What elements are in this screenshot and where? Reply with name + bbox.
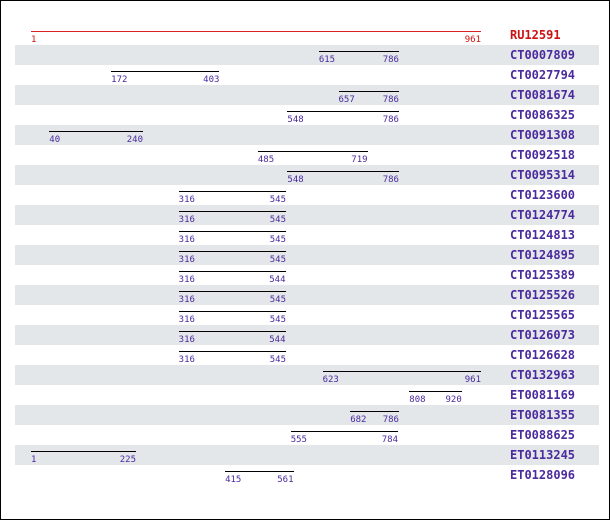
alignment-id[interactable]: CT0091308	[510, 128, 576, 142]
alignment-row	[15, 405, 599, 425]
alignment-row	[15, 365, 599, 385]
alignment-row	[15, 85, 599, 105]
alignment-bar	[179, 251, 286, 252]
alignment-bar	[291, 431, 398, 432]
alignment-bar	[111, 71, 219, 72]
alignment-start: 316	[178, 235, 195, 245]
alignment-end: 225	[119, 455, 136, 465]
alignment-end: 961	[464, 375, 481, 385]
alignment-row	[15, 305, 599, 325]
alignment-row	[15, 225, 599, 245]
alignment-start: 316	[178, 315, 195, 325]
alignment-bar	[323, 371, 481, 372]
alignment-id[interactable]: CT0124813	[510, 228, 576, 242]
alignment-id[interactable]: CT0132963	[510, 368, 576, 382]
alignment-start: 657	[338, 95, 355, 105]
alignment-row	[15, 465, 599, 485]
alignment-end: 719	[351, 155, 368, 165]
alignment-start: 682	[350, 415, 367, 425]
alignment-id[interactable]: CT0124774	[510, 208, 576, 222]
alignment-bar	[179, 291, 286, 292]
alignment-end: 786	[382, 55, 399, 65]
alignment-id[interactable]: CT0126073	[510, 328, 576, 342]
alignment-id[interactable]: ET0081169	[510, 388, 576, 402]
reference-id[interactable]: RU12591	[510, 28, 561, 42]
alignment-id[interactable]: CT0086325	[510, 108, 576, 122]
alignment-id[interactable]: CT0081674	[510, 88, 576, 102]
alignment-bar	[31, 451, 136, 452]
alignment-row	[15, 445, 599, 465]
alignment-id[interactable]: CT0124895	[510, 248, 576, 262]
alignment-row	[15, 265, 599, 285]
alignment-id[interactable]: ET0088625	[510, 428, 576, 442]
alignment-start: 415	[225, 475, 242, 485]
alignment-start: 316	[178, 355, 195, 365]
alignment-id[interactable]: CT0125526	[510, 288, 576, 302]
alignment-start: 172	[111, 75, 128, 85]
alignment-start: 316	[178, 275, 195, 285]
alignment-start: 485	[257, 155, 275, 165]
alignment-start: 316	[178, 195, 195, 205]
alignment-end: 544	[269, 335, 286, 345]
reference-end: 961	[464, 35, 481, 45]
alignment-start: 1	[31, 455, 37, 465]
alignment-id[interactable]: CT0126628	[510, 348, 576, 362]
alignment-bar	[179, 351, 286, 352]
alignment-end: 786	[382, 175, 399, 185]
reference-row	[15, 25, 599, 45]
alignment-bar	[179, 191, 286, 192]
alignment-end: 544	[269, 275, 286, 285]
alignment-bar	[409, 391, 462, 392]
alignment-start: 548	[287, 115, 304, 125]
alignment-bar	[339, 91, 399, 92]
alignment-row	[15, 205, 599, 225]
alignment-start: 623	[322, 375, 339, 385]
alignment-id[interactable]: CT0007809	[510, 48, 576, 62]
alignment-bar	[179, 211, 286, 212]
alignment-start: 316	[178, 255, 195, 265]
alignment-end: 786	[382, 415, 399, 425]
alignment-row	[15, 385, 599, 405]
alignment-bar	[179, 271, 286, 272]
alignment-id[interactable]: CT0125565	[510, 308, 576, 322]
alignment-id[interactable]: ET0128096	[510, 468, 576, 482]
alignment-bar	[49, 131, 143, 132]
alignment-bar	[179, 311, 286, 312]
alignment-end: 545	[269, 355, 286, 365]
alignment-row	[15, 345, 599, 365]
alignment-end: 920	[445, 395, 462, 405]
alignment-id[interactable]: ET0081355	[510, 408, 576, 422]
alignment-start: 555	[290, 435, 307, 445]
alignment-end: 403	[203, 75, 220, 85]
alignment-row	[15, 105, 599, 125]
alignment-end: 545	[269, 315, 286, 325]
alignment-row	[15, 145, 599, 165]
reference-bar	[31, 31, 481, 32]
alignment-id[interactable]: ET0113245	[510, 448, 576, 462]
alignment-id[interactable]: CT0123600	[510, 188, 576, 202]
alignment-start: 40	[49, 135, 61, 145]
alignment-start: 615	[318, 55, 336, 65]
alignment-row	[15, 185, 599, 205]
alignment-bar	[287, 111, 399, 112]
alignment-id[interactable]: CT0095314	[510, 168, 576, 182]
alignment-start: 316	[178, 215, 195, 225]
alignment-end: 786	[382, 95, 399, 105]
alignment-id[interactable]: CT0092518	[510, 148, 576, 162]
alignment-start: 316	[178, 335, 195, 345]
alignment-row	[15, 125, 599, 145]
alignment-end: 784	[381, 435, 399, 445]
alignment-bar	[179, 331, 286, 332]
alignment-row	[15, 65, 599, 85]
alignment-bar	[258, 151, 368, 152]
alignment-row	[15, 285, 599, 305]
alignment-start: 808	[409, 395, 426, 405]
alignment-row	[15, 245, 599, 265]
alignment-end: 240	[126, 135, 144, 145]
alignment-end: 545	[269, 235, 286, 245]
alignment-row	[15, 425, 599, 445]
alignment-start: 316	[178, 295, 195, 305]
alignment-bar	[350, 411, 399, 412]
alignment-row	[15, 45, 599, 65]
alignment-end: 545	[269, 295, 286, 305]
alignment-row	[15, 165, 599, 185]
alignment-bar	[319, 51, 399, 52]
alignment-row	[15, 325, 599, 345]
alignment-bar	[225, 471, 293, 472]
alignment-end: 545	[269, 255, 286, 265]
alignment-end: 545	[269, 215, 286, 225]
alignment-end: 561	[277, 475, 294, 485]
alignment-end: 545	[269, 195, 286, 205]
alignment-id[interactable]: CT0027794	[510, 68, 576, 82]
alignment-start: 548	[287, 175, 304, 185]
alignment-id[interactable]: CT0125389	[510, 268, 576, 282]
alignment-end: 786	[382, 115, 399, 125]
alignment-bar	[179, 231, 286, 232]
alignment-bar	[287, 171, 399, 172]
reference-start: 1	[31, 35, 37, 45]
